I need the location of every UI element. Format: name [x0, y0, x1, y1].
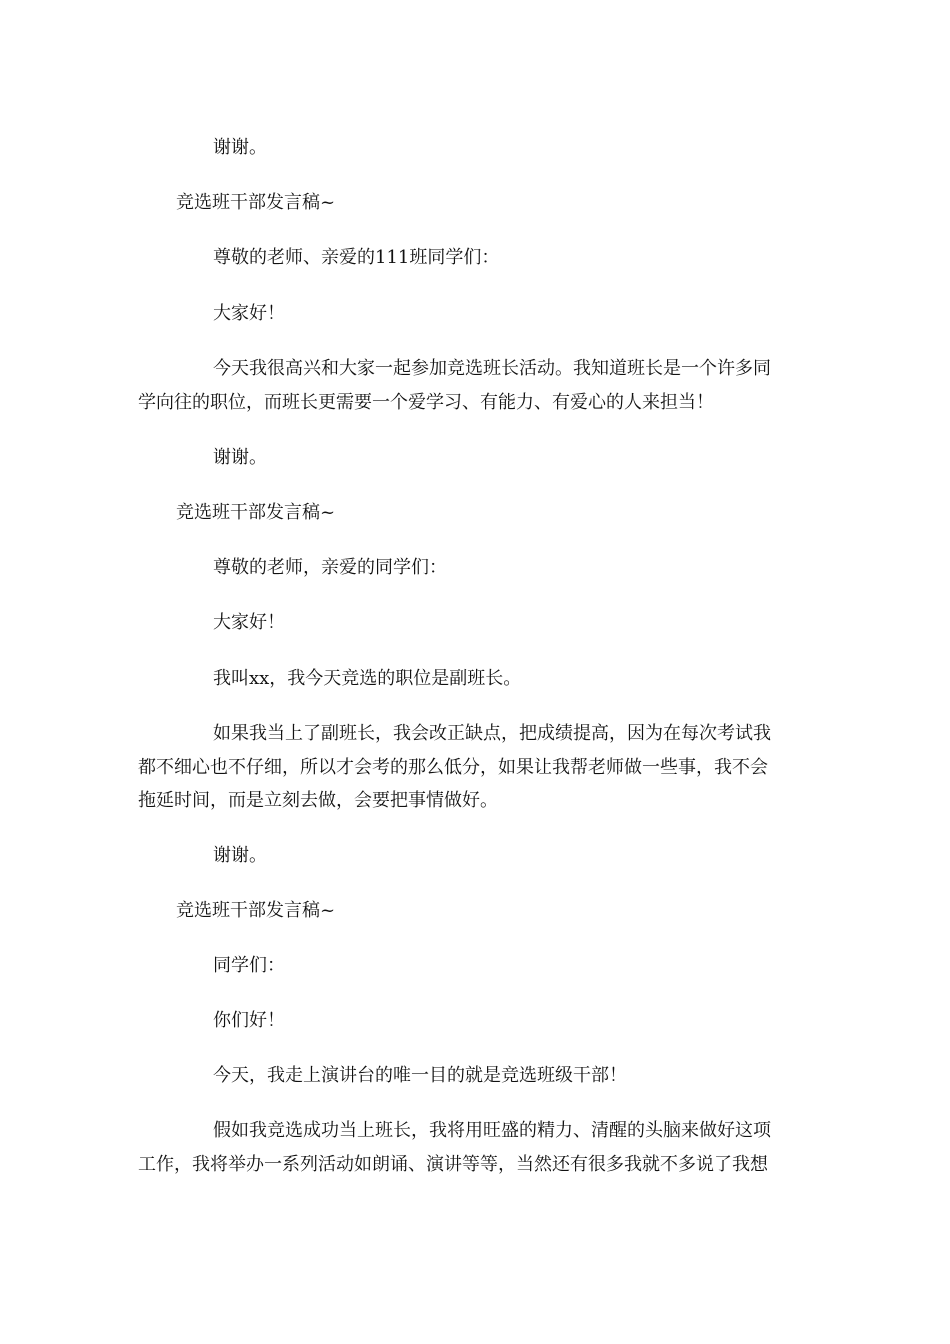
- salutation-line-3: 同学们：: [213, 955, 285, 976]
- thanks-line-1: 谢谢。: [213, 137, 267, 158]
- paragraph-1-line-2: 学向往的职位，而班长更需要一个爱学习、有能力、有爱心的人来担当！: [138, 392, 714, 413]
- salutation-line-1: 尊敬的老师、亲爱的111班同学们：: [213, 247, 500, 268]
- paragraph-3-line-2: 工作，我将举办一系列活动如朗诵、演讲等等，当然还有很多我就不多说了我想: [138, 1154, 768, 1175]
- salutation-line-2: 尊敬的老师，亲爱的同学们：: [213, 557, 447, 578]
- speech-title-1: 竞选班干部发言稿~: [176, 192, 336, 213]
- speech-title-2: 竞选班干部发言稿~: [176, 502, 336, 523]
- paragraph-3-line-1: 假如我竞选成功当上班长，我将用旺盛的精力、清醒的头脑来做好这项: [213, 1120, 771, 1141]
- paragraph-2-line-3: 拖延时间，而是立刻去做，会要把事情做好。: [138, 790, 498, 811]
- thanks-line-2: 谢谢。: [213, 447, 267, 468]
- paragraph-1-line-1: 今天我很高兴和大家一起参加竞选班长活动。我知道班长是一个许多同: [213, 358, 771, 379]
- thanks-line-3: 谢谢。: [213, 845, 267, 866]
- greeting-line-2: 大家好！: [213, 612, 285, 633]
- greeting-line-1: 大家好！: [213, 303, 285, 324]
- introduction-line: 我叫xx，我今天竞选的职位是副班长。: [213, 668, 522, 689]
- greeting-line-3: 你们好！: [213, 1010, 285, 1031]
- speech-title-3: 竞选班干部发言稿~: [176, 900, 336, 921]
- purpose-line: 今天，我走上演讲台的唯一目的就是竞选班级干部！: [213, 1065, 627, 1086]
- paragraph-2-line-2: 都不细心也不仔细，所以才会考的那么低分，如果让我帮老师做一些事，我不会: [138, 757, 768, 778]
- paragraph-2-line-1: 如果我当上了副班长，我会改正缺点，把成绩提高，因为在每次考试我: [213, 723, 771, 744]
